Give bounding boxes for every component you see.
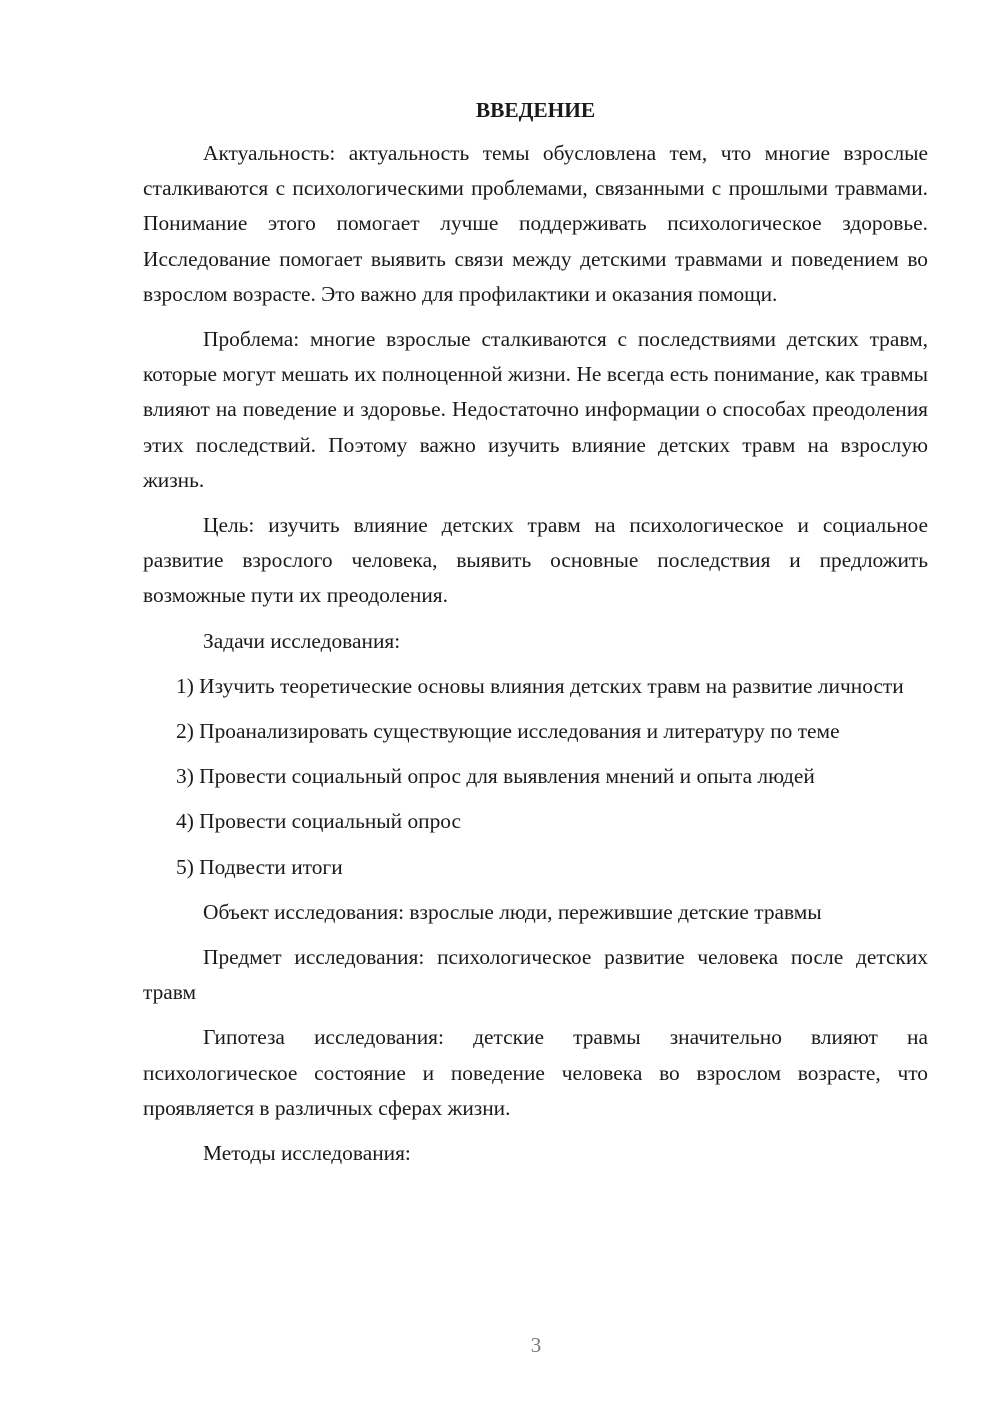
- relevance-paragraph: Актуальность: актуальность темы обусловлена тем, что многие взрослые сталкиваются с психологическими проблемами, связанными с прошлыми травмами. Понимание этого помогает лучше поддерживать психологическое здоровье. Исследование помогает выявить связи между детскими травмами и поведением во взрослом возрасте. Это важно для профилактики и оказания помощи.: [143, 141, 928, 306]
- object-paragraph: Объект исследования: взрослые люди, пережившие детские травмы: [203, 899, 822, 924]
- hypothesis-paragraph: Гипотеза исследования: детские травмы значительно влияют на психологическое состояние и поведение человека во взрослом возрасте, что проявляется в различных сферах жизни.: [143, 1025, 928, 1120]
- methods-heading: Методы исследования:: [203, 1141, 411, 1166]
- task-item: 4) Провести социальный опрос: [176, 809, 462, 834]
- task-item: 5) Подвести итоги: [176, 854, 343, 879]
- page-number: 3: [530, 1333, 542, 1357]
- task-item: 1) Изучить теоретические основы влияния детских травм на развитие личности: [176, 673, 904, 698]
- subject-paragraph: Предмет исследования: психологическое развитие человека после детских травм: [143, 945, 928, 1005]
- document-page: [143, 92, 928, 1181]
- problem-paragraph: Проблема: многие взрослые сталкиваются с последствиями детских травм, которые могут мешать их полноценной жизни. Не всегда есть понимание, как травмы влияют на поведение и здоровье. Недостаточно информации о способах преодоления этих последствий. Поэтому важно изучить влияние детских травм на взрослую жизнь.: [143, 327, 928, 492]
- goal-paragraph: Цель: изучить влияние детских травм на психологическое и социальное развитие взрослого человека, выявить основные последствия и предложить возможные пути их преодоления.: [143, 513, 928, 608]
- task-item: 3) Провести социальный опрос для выявления мнений и опыта людей: [176, 764, 815, 789]
- task-item: 2) Проанализировать существующие исследования и литературу по теме: [176, 719, 840, 744]
- section-title: ВВЕДЕНИЕ: [475, 98, 596, 122]
- tasks-heading: Задачи исследования:: [203, 628, 401, 653]
